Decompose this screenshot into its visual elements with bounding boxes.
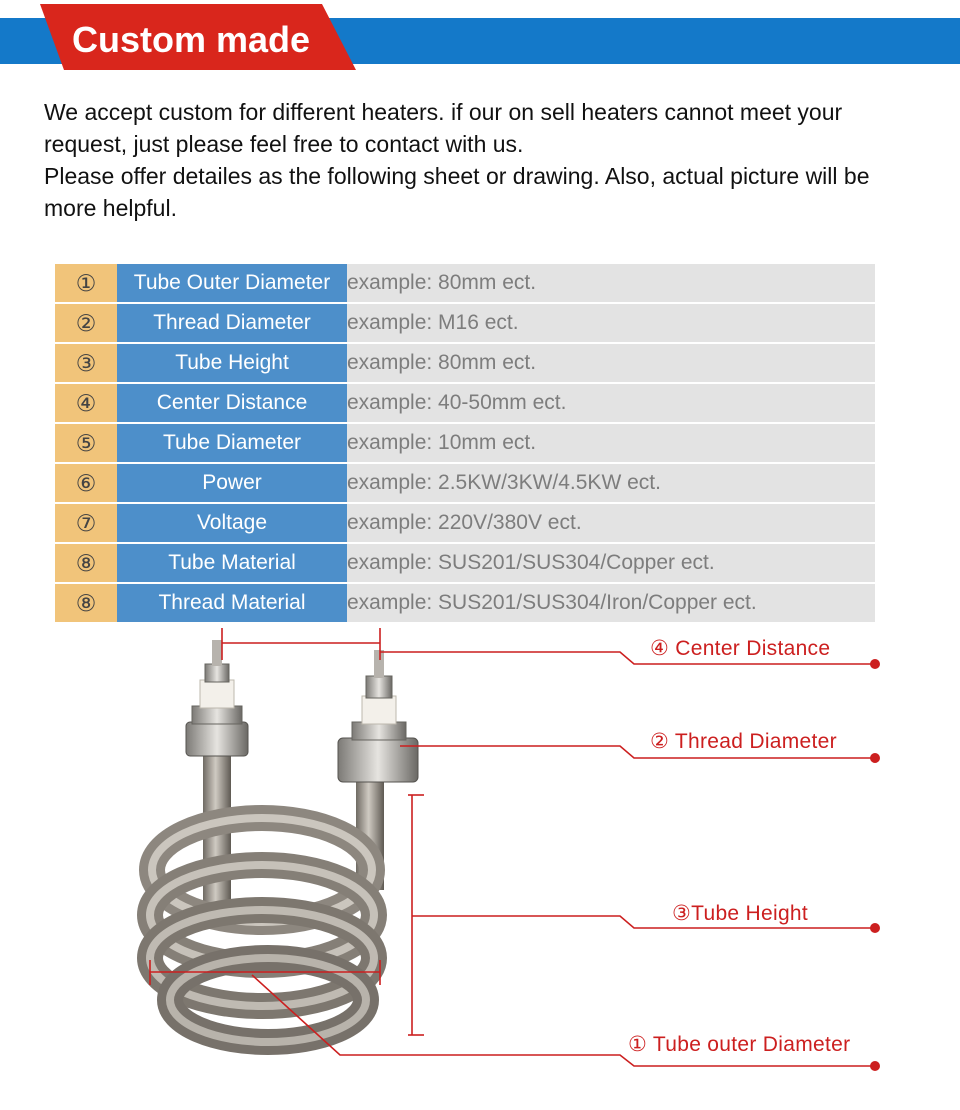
intro-text bbox=[44, 96, 924, 224]
row-number: ⑧ bbox=[55, 583, 117, 623]
row-name: Voltage bbox=[117, 503, 347, 543]
row-name: Thread Material bbox=[117, 583, 347, 623]
table-row bbox=[55, 303, 875, 343]
callout-dot bbox=[870, 753, 880, 763]
row-number: ③ bbox=[55, 343, 117, 383]
table-row bbox=[55, 264, 875, 303]
callout-tube-height: ③Tube Height bbox=[672, 902, 809, 925]
page-title: Custom made bbox=[72, 19, 311, 60]
row-example: example: 220V/380V ect. bbox=[347, 503, 875, 543]
row-name: Tube Height bbox=[117, 343, 347, 383]
table-row bbox=[55, 423, 875, 463]
table-row bbox=[55, 583, 875, 623]
row-name: Thread Diameter bbox=[117, 303, 347, 343]
table-row bbox=[55, 463, 875, 503]
row-example: example: 80mm ect. bbox=[347, 343, 875, 383]
row-example: example: 40-50mm ect. bbox=[347, 383, 875, 423]
row-number: ⑤ bbox=[55, 423, 117, 463]
spec-table bbox=[55, 264, 875, 624]
callout-dot bbox=[870, 659, 880, 669]
row-example: example: 80mm ect. bbox=[347, 264, 875, 303]
table-row bbox=[55, 383, 875, 423]
row-example: example: SUS201/SUS304/Iron/Copper ect. bbox=[347, 583, 875, 623]
row-name: Tube Outer Diameter bbox=[117, 264, 347, 303]
row-name: Tube Diameter bbox=[117, 423, 347, 463]
table-row bbox=[55, 343, 875, 383]
table-row bbox=[55, 543, 875, 583]
row-example: example: M16 ect. bbox=[347, 303, 875, 343]
callout-tube-outer-diameter: ① Tube outer Diameter bbox=[628, 1033, 851, 1056]
callout-dot bbox=[870, 1061, 880, 1071]
heater-image bbox=[150, 640, 418, 1042]
table-row bbox=[55, 503, 875, 543]
callout-center-distance: ④ Center Distance bbox=[650, 637, 831, 660]
row-number: ⑧ bbox=[55, 543, 117, 583]
row-number: ① bbox=[55, 264, 117, 303]
row-name: Power bbox=[117, 463, 347, 503]
row-number: ② bbox=[55, 303, 117, 343]
intro-paragraph-2: Please offer detailes as the following sheet or drawing. Also, actual picture will be more helpful. bbox=[44, 163, 870, 221]
row-name: Center Distance bbox=[117, 383, 347, 423]
row-name: Tube Material bbox=[117, 543, 347, 583]
row-example: example: 10mm ect. bbox=[347, 423, 875, 463]
callout-thread-diameter: ② Thread Diameter bbox=[650, 730, 837, 753]
callout-dots bbox=[870, 659, 880, 1071]
row-example: example: SUS201/SUS304/Copper ect. bbox=[347, 543, 875, 583]
callout-dot bbox=[870, 923, 880, 933]
row-example: example: 2.5KW/3KW/4.5KW ect. bbox=[347, 463, 875, 503]
row-number: ④ bbox=[55, 383, 117, 423]
row-number: ⑥ bbox=[55, 463, 117, 503]
intro-paragraph-1: We accept custom for different heaters. if our on sell heaters cannot meet your request, just please feel free to contact with us. bbox=[44, 99, 843, 157]
row-number: ⑦ bbox=[55, 503, 117, 543]
